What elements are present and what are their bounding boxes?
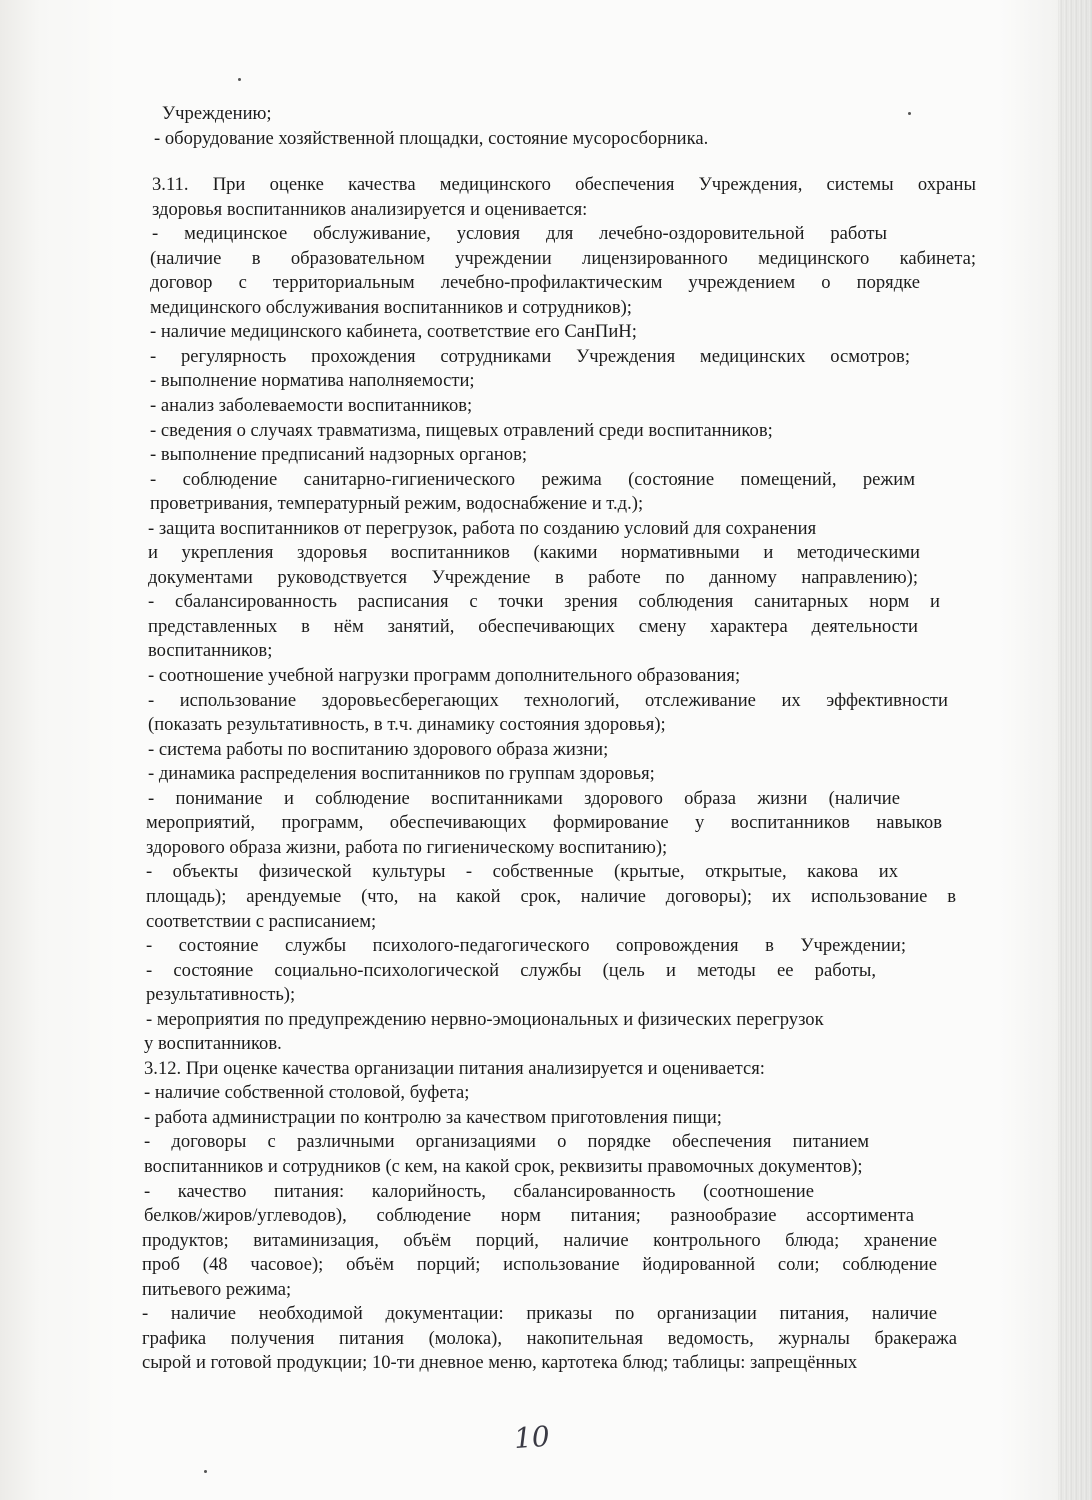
text-line: - объекты физической культуры - собственные (крытые, открытые, какова их xyxy=(146,861,898,883)
text-line: - работа администрации по контролю за качеством приготовления пищи; xyxy=(144,1106,722,1128)
text-line: проветривания, температурный режим, водоснабжение и т.д.); xyxy=(150,493,644,515)
text-line: - соотношение учебной нагрузки программ дополнительного образования; xyxy=(148,665,741,687)
text-line: воспитанников; xyxy=(148,640,273,662)
text-line: здорового образа жизни, работа по гигиеническому воспитанию); xyxy=(146,836,668,858)
paragraph-gap xyxy=(140,151,976,173)
text-line: площадь); арендуемые (что, на какой срок, наличие договоры); их использование в xyxy=(146,885,956,907)
text-line: 3.11. При оценке качества медицинского обеспечения Учреждения, системы охраны xyxy=(152,174,976,196)
text-line: соответствии с расписанием; xyxy=(146,910,377,932)
text-line: мероприятий, программ, обеспечивающих формирование у воспитанников навыков xyxy=(146,812,942,834)
text-line: представленных в нём занятий, обеспечивающих смену характера деятельности xyxy=(148,615,918,637)
text-line: документами руководствуется Учреждение в работе по данному направлению); xyxy=(148,566,918,588)
text-line: - соблюдение санитарно-гигиенического режима (состояние помещений, режим xyxy=(150,468,915,490)
text-line: договор с территориальным лечебно-профилактическим учреждением о порядке xyxy=(150,272,920,294)
text-line: медицинского обслуживания воспитанников и сотрудников); xyxy=(150,296,632,318)
text-line: - медицинское обслуживание, условия для лечебно-оздоровительной работы xyxy=(152,223,887,245)
text-line: - выполнение предписаний надзорных органов; xyxy=(150,444,528,466)
scan-speck xyxy=(238,78,241,81)
text-line: - регулярность прохождения сотрудниками Учреждения медицинских осмотров; xyxy=(150,345,910,367)
text-line: у воспитанников. xyxy=(144,1033,282,1055)
text-line: - оборудование хозяйственной площадки, состояние мусоросборника. xyxy=(154,127,709,149)
text-line: - динамика распределения воспитанников по группам здоровья; xyxy=(148,763,655,785)
text-line: - договоры с различными организациями о порядке обеспечения питанием xyxy=(144,1131,869,1153)
text-line: - выполнение норматива наполняемости; xyxy=(150,370,475,392)
text-line: - наличие необходимой документации: приказы по организации питания, наличие xyxy=(142,1303,937,1325)
text-line: (показать результативность, в т.ч. динамику состояния здоровья); xyxy=(148,714,666,736)
text-line: - анализ заболеваемости воспитанников; xyxy=(150,395,473,417)
text-line: - защита воспитанников от перегрузок, работа по созданию условий для сохранения xyxy=(148,517,817,539)
text-line: - качество питания: калорийность, сбалансированность (соотношение xyxy=(144,1180,814,1202)
scan-speck xyxy=(204,1470,207,1473)
text-line: и укрепления здоровья воспитанников (какими нормативными и методическими xyxy=(148,542,920,564)
text-line: - наличие медицинского кабинета, соответствие его СанПиН; xyxy=(150,321,637,343)
text-line: - наличие собственной столовой, буфета; xyxy=(144,1082,470,1104)
text-line: питьевого режима; xyxy=(142,1278,292,1300)
page-number: 10 xyxy=(512,1419,551,1456)
text-line: сырой и готовой продукции; 10-ти дневное меню, картотека блюд; таблицы: запрещённых xyxy=(142,1352,858,1374)
text-line: - понимание и соблюдение воспитанниками здорового образа жизни (наличие xyxy=(148,787,900,809)
text-line: 3.12. При оценке качества организации питания анализируется и оценивается: xyxy=(144,1057,765,1079)
text-line: Учреждению; xyxy=(162,103,272,124)
text-line: - сбалансированность расписания с точки зрения соблюдения санитарных норм и xyxy=(148,591,940,613)
text-line: - использование здоровьесберегающих технологий, отслеживание их эффективности xyxy=(148,689,948,711)
text-line: - система работы по воспитанию здорового образа жизни; xyxy=(148,738,609,760)
text-line: - сведения о случаях травматизма, пищевых отравлений среди воспитанников; xyxy=(150,419,773,441)
text-line: (наличие в образовательном учреждении лицензированного медицинского кабинета; xyxy=(150,247,976,269)
text-line: воспитанников и сотрудников (с кем, на какой срок, реквизиты правомочных документов); xyxy=(144,1155,863,1177)
text-line: - мероприятия по предупреждению нервно-эмоциональных и физических перегрузок xyxy=(146,1008,824,1030)
page-stack-edge xyxy=(1058,0,1092,1500)
text-line: здоровья воспитанников анализируется и оценивается: xyxy=(152,198,588,220)
text-line: проб (48 часовое); объём порций; использование йодированной соли; соблюдение xyxy=(142,1254,937,1276)
text-line: белков/жиров/углеводов), соблюдение норм питания; разнообразие ассортимента xyxy=(144,1205,914,1227)
text-line: - состояние службы психолого-педагогического сопровождения в Учреждении; xyxy=(146,935,906,957)
text-line: - состояние социально-психологической службы (цель и методы ее работы, xyxy=(146,959,876,981)
text-line: результативность); xyxy=(146,984,296,1006)
document-body xyxy=(140,102,976,1376)
text-line: графика получения питания (молока), накопительная ведомость, журналы бракеража xyxy=(142,1327,957,1349)
text-line: продуктов; витаминизация, объём порций, наличие контрольного блюда; хранение xyxy=(142,1229,937,1251)
